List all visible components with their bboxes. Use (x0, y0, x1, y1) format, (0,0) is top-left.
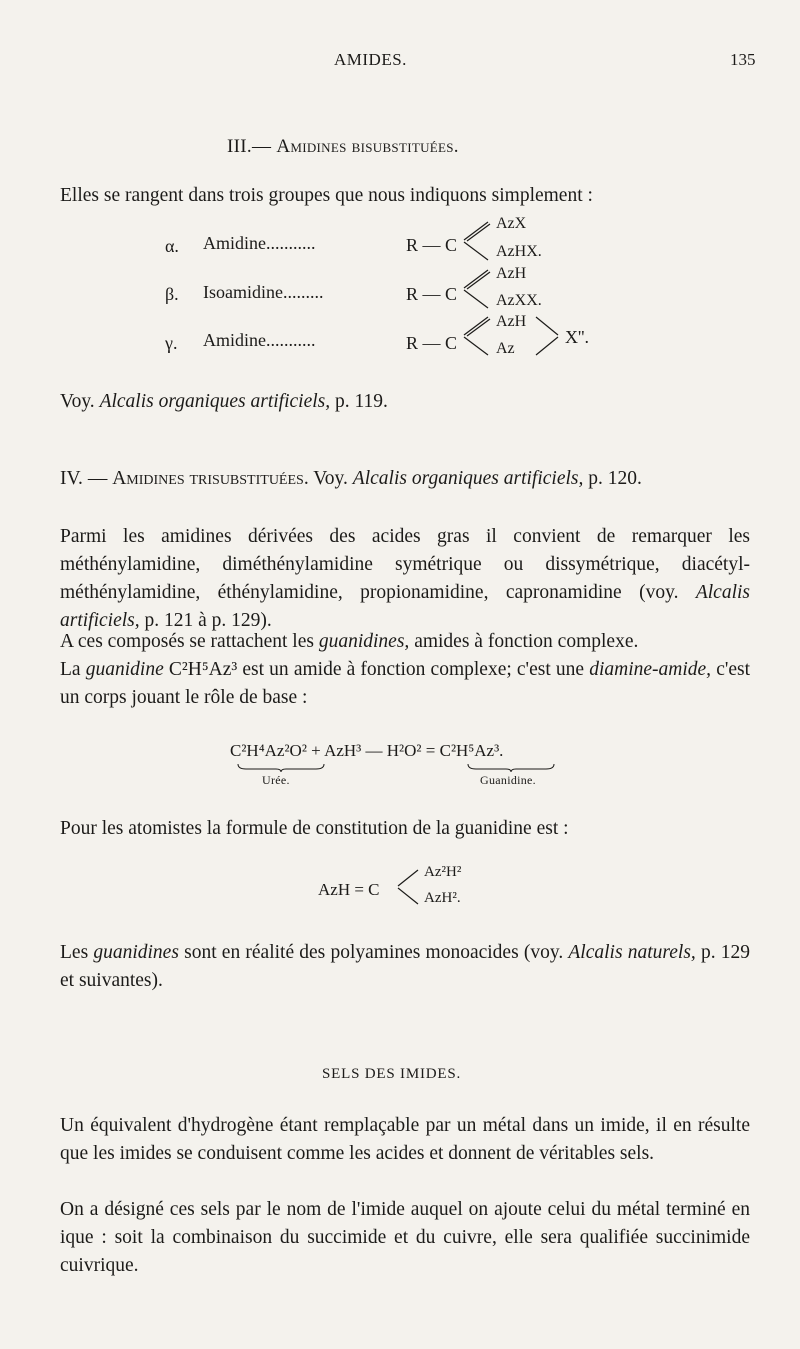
amidines-text-b: p. 121 à p. 129). (144, 610, 272, 631)
row-gamma-right: X''. (565, 327, 589, 347)
row-gamma-label: Amidine........... (203, 330, 316, 350)
voy-title: Alcalis organiques artificiels, (99, 391, 331, 412)
row-gamma-bottom: Az (496, 340, 515, 357)
polyamines-text-b: sont en réalité des polyamines monoacides (voy. (184, 942, 564, 963)
guanidine-formula: C²H⁵Az³ (168, 659, 238, 680)
voy-prefix: Voy. (60, 391, 95, 412)
amidines-text-a: Parmi les amidines dérivées des acides gras il convient de remarquer les méthénylamidine, diméthénylamidine symétrique ou dissymétrique, diacétyl-méthénylamidine, éthénylamidine, propionamidine, capronamidine (voy. (60, 526, 750, 603)
sels-paragraph-1: Un équivalent d'hydrogène étant remplaçable par un métal dans un imide, il en résulte que les imides se conduisent comme les acides et donnent de véritables sels. (60, 1115, 750, 1164)
row-beta-top: AzH (496, 265, 527, 282)
guanidine-paragraph (60, 656, 750, 712)
guanidine-text-b: est un amide à fonction complexe; c'est une (242, 659, 585, 680)
row-beta-bottom: AzXX. (496, 292, 542, 309)
polyamines-italic-a: guanidines (93, 942, 179, 963)
section-iv-heading (60, 465, 642, 493)
urea-label: Urée. (262, 773, 290, 787)
section-iii-intro: Elles se rangent dans trois groupes que nous indiquons simplement : (60, 185, 593, 206)
guanidine-text-a: La (60, 659, 81, 680)
amidines-paragraph (60, 523, 750, 635)
section-iv-voy-title: Alcalis organiques artificiels, (352, 468, 584, 489)
guanidine-underbrace (466, 762, 556, 772)
polyamines-italic-b: Alcalis naturels, (568, 942, 696, 963)
atomists-top: Az²H² (424, 864, 462, 880)
row-gamma-greek: γ. (165, 333, 178, 353)
section-iv-roman: IV. (60, 468, 83, 489)
row-alpha-formula-left: R — C (406, 235, 458, 255)
section-iii-roman: III. (227, 136, 252, 157)
section-iv-voy: Voy. (313, 468, 348, 489)
section-iii-reference (60, 388, 388, 416)
row-beta-formula-left: R — C (406, 284, 458, 304)
guanidines-intro-a: A ces composés se rattachent les (60, 631, 314, 652)
page-number: 135 (730, 50, 756, 69)
section-iv-dash: — (87, 468, 108, 489)
guanidine-label: Guanidine. (480, 773, 536, 787)
guanidines-intro-italic: guanidines, (318, 631, 410, 652)
guanidine-text-c: c'est un corps jouant le rôle de base : (60, 659, 751, 708)
section-iii-dash: — (251, 136, 272, 157)
section-iv-voy-page: p. 120. (588, 468, 642, 489)
sels-paragraph-2: On a désigné ces sels par le nom de l'imide auquel on ajoute celui du métal terminé en ique : soit la combinaison du succimide et du cuivre, elle sera qualifiée succinimide cuivrique. (60, 1199, 750, 1276)
guanidine-equation: C²H⁴Az²O² + AzH³ — H²O² = C²H⁵Az³. (230, 741, 504, 760)
polyamines-text-a: Les (60, 942, 89, 963)
atomists-bonds (396, 864, 422, 910)
sels-heading: SELS DES IMIDES. (322, 1066, 462, 1082)
guanidine-italic-b: diamine-amide, (589, 659, 712, 680)
row-gamma-bonds-left (462, 313, 492, 359)
row-gamma-formula-left: R — C (406, 333, 458, 353)
section-iii-title: Amidines bisubstituées. (276, 136, 459, 157)
section-iv-title: Amidines trisubstituées. (112, 468, 309, 489)
row-gamma-top: AzH (496, 313, 527, 330)
row-beta-label: Isoamidine......... (203, 282, 324, 302)
amidines-italic: Alcalis artificiels, (60, 582, 751, 631)
polyamines-text-c: p. 129 et suivantes). (60, 942, 751, 991)
atomists-bottom: AzH². (424, 890, 461, 906)
urea-underbrace (236, 762, 326, 772)
atomists-formula-left: AzH = C (318, 880, 380, 899)
row-alpha-label: Amidine........... (203, 233, 316, 253)
row-alpha-bonds (462, 218, 492, 264)
row-alpha-bottom: AzHX. (496, 243, 542, 260)
row-alpha-top: AzX (496, 215, 527, 232)
row-alpha-greek: α. (165, 236, 179, 256)
atomists-line: Pour les atomistes la formule de constitution de la guanidine est : (60, 818, 569, 839)
row-beta-greek: β. (165, 284, 179, 304)
voy-page: p. 119. (335, 391, 388, 412)
row-beta-bonds (462, 266, 492, 312)
guanidines-intro (60, 628, 638, 656)
section-iii-heading (227, 136, 459, 158)
guanidine-italic-a: guanidine (85, 659, 164, 680)
running-title: AMIDES. (334, 50, 407, 69)
polyamines-paragraph (60, 939, 750, 995)
row-gamma-bonds-right (532, 313, 562, 359)
guanidines-intro-b: amides à fonction complexe. (414, 631, 639, 652)
